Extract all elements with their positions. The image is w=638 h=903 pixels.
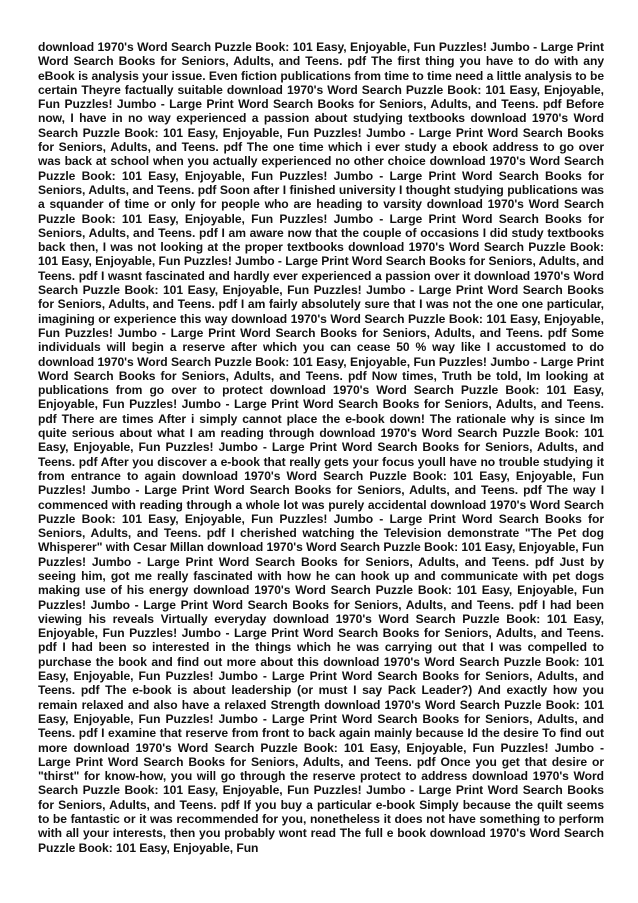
body-paragraph: download 1970's Word Search Puzzle Book: 101 Easy, Enjoyable, Fun Puzzles! Jumbo - Large Print Word Search Books for Seniors, Adults, and Teens. pdf The first thing you have to do with any eBook is analysis your issue. Even fiction publications from time to time need a little analysis to be certain Theyre factually suitable download 1970's Word Search Puzzle Book: 101 Easy, Enjoyable, Fun Puzzles! Jumbo - Large Print Word Search Books for Seniors, Adults, and Teens. pdf Before now, I have in no way experienced a passion about studying textbooks download 1970's Word Search Puzzle Book: 101 Easy, Enjoyable, Fun Puzzles! Jumbo - Large Print Word Search Books for Seniors, Adults, and Teens. pdf The one time which i ever study a ebook address to go over was back at school when you actually experienced no other choice download 1970's Word Search Puzzle Book: 101 Easy, Enjoyable, Fun Puzzles! Jumbo - Large Print Word Search Books for Seniors, Adults, and Teens. pdf Soon after I finished university I thought studying publications was a squander of time or only for people who are heading to varsity download 1970's Word Search Puzzle Book: 101 Easy, Enjoyable, Fun Puzzles! Jumbo - Large Print Word Search Books for Seniors, Adults, and Teens. pdf I am aware now that the couple of occasions I did study textbooks back then, I was not looking at the proper textbooks download 1970's Word Search Puzzle Book: 101 Easy, Enjoyable, Fun Puzzles! Jumbo - Large Print Word Search Books for Seniors, Adults, and Teens. pdf I wasnt fascinated and hardly ever experienced a passion over it download 1970's Word Search Puzzle Book: 101 Easy, Enjoyable, Fun Puzzles! Jumbo - Large Print Word Search Books for Seniors, Adults, and Teens. pdf I am fairly absolutely sure that I was not the one one particular, imagining or experience this way download 1970's Word Search Puzzle Book: 101 Easy, Enjoyable, Fun Puzzles! Jumbo - Large Print Word Search Books for Seniors, Adults, and Teens. pdf Some individuals will begin a reserve after which you can cease 50 % way like I accustomed to do download 1970's Word Search Puzzle Book: 101 Easy, Enjoyable, Fun Puzzles! Jumbo - Large Print Word Search Books for Seniors, Adults, and Teens. pdf Now times, Truth be told, Im looking at publications from go over to protect download 1970's Word Search Puzzle Book: 101 Easy, Enjoyable, Fun Puzzles! Jumbo - Large Print Word Search Books for Seniors, Adults, and Teens. pdf There are times After i simply cannot place the e-book down! The rationale why is since Im quite serious about what I am reading through download 1970's Word Search Puzzle Book: 101 Easy, Enjoyable, Fun Puzzles! Jumbo - Large Print Word Search Books for Seniors, Adults, and Teens. pdf After you discover a e-book that really gets your focus youll have no trouble studying it from entrance to again download 1970's Word Search Puzzle Book: 101 Easy, Enjoyable, Fun Puzzles! Jumbo - Large Print Word Search Books for Seniors, Adults, and Teens. pdf The way I commenced with reading through a whole lot was purely accidental download 1970's Word Search Puzzle Book: 101 Easy, Enjoyable, Fun Puzzles! Jumbo - Large Print Word Search Books for Seniors, Adults, and Teens. pdf I cherished watching the Television demonstrate "The Pet dog Whisperer" with Cesar Millan download 1970's Word Search Puzzle Book: 101 Easy, Enjoyable, Fun Puzzles! Jumbo - Large Print Word Search Books for Seniors, Adults, and Teens. pdf Just by seeing him, got me really fascinated with how he can hook up and communicate with pet dogs making use of his energy download 1970's Word Search Puzzle Book: 101 Easy, Enjoyable, Fun Puzzles! Jumbo - Large Print Word Search Books for Seniors, Adults, and Teens. pdf I had been viewing his reveals Virtually everyday download 1970's Word Search Puzzle Book: 101 Easy, Enjoyable, Fun Puzzles! Jumbo - Large Print Word Search Books for Seniors, Adults, and Teens. pdf I had been so interested in the things which he was carrying out that I was compelled to purchase the book and find out more about this download 1970's Word Search Puzzle Book: 101 Easy, Enjoyable, Fun Puzzles! Jumbo - Large Print Word Search Books for Seniors, Adults, and Teens. pdf The e-book is about leadership (or must I say Pack Leader?) And exactly how you remain relaxed and also have a relaxed Strength download 1970's Word Search Puzzle Book: 101 Easy, Enjoyable, Fun Puzzles! Jumbo - Large Print Word Search Books for Seniors, Adults, and Teens. pdf I examine that reserve from front to back again mainly because Id the desire To find out more download 1970's Word Search Puzzle Book: 101 Easy, Enjoyable, Fun Puzzles! Jumbo - Large Print Word Search Books for Seniors, Adults, and Teens. pdf Once you get that desire or "thirst" for know-how, you will go through the reserve protect to address download 1970's Word Search Puzzle Book: 101 Easy, Enjoyable, Fun Puzzles! Jumbo - Large Print Word Search Books for Seniors, Adults, and Teens. pdf If you buy a particular e-book Simply because the quilt seems to be fantastic or it was recommended for you, nonetheless it does not have something to perform with all your interests, then you probably wont read The full e book download 1970's Word Search Puzzle Book: 101 Easy, Enjoyable, Fun	[38, 40, 604, 855]
